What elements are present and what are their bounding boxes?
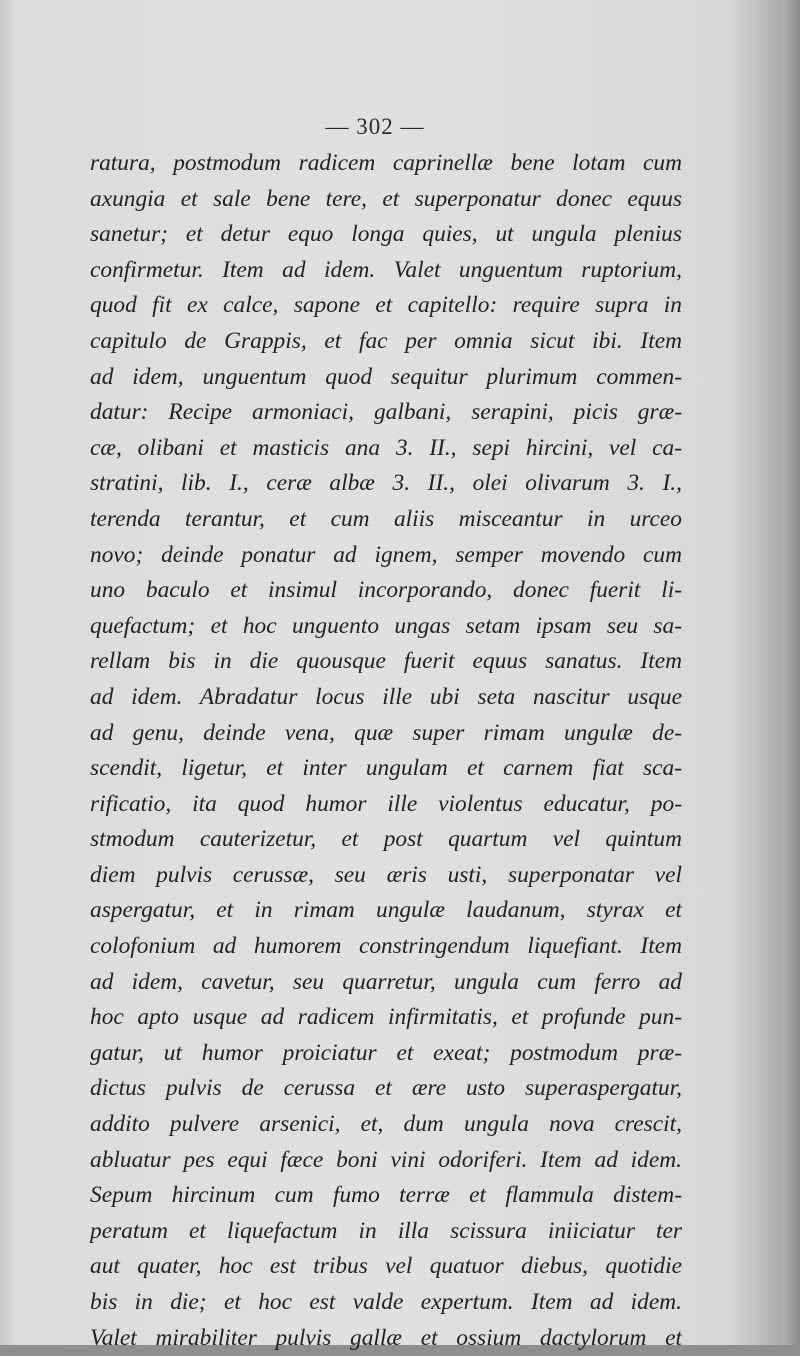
page-number: — 302 —	[325, 114, 425, 139]
text-line: cæ, olibani et masticis ana 3. II., sepi hircini, vel ca-	[90, 434, 682, 461]
text-line: colofonium ad humorem constringendum liquefiant. Item	[90, 933, 682, 960]
text-line: terenda terantur, et cum aliis misceantur in urceo	[90, 505, 682, 532]
page-edge-shadow	[782, 0, 800, 1345]
text-line: rificatio, ita quod humor ille violentus educatur, po-	[90, 790, 682, 817]
text-line: gatur, ut humor proiciatur et exeat; postmodum præ-	[90, 1039, 682, 1066]
text-line: Valet mirabiliter pulvis gallæ et ossium dactylorum et	[90, 1324, 682, 1351]
text-line: datur: Recipe armoniaci, galbani, serapini, picis græ-	[90, 399, 682, 426]
text-line: novo; deinde ponatur ad ignem, semper movendo cum	[90, 541, 682, 568]
text-line: quefactum; et hoc unguento ungas setam ipsam seu sa-	[90, 612, 682, 639]
text-line: capitulo de Grappis, et fac per omnia sicut ibi. Item	[90, 327, 682, 354]
text-line: ad idem. Abradatur locus ille ubi seta nascitur usque	[90, 683, 682, 710]
text-line: hoc apto usque ad radicem infirmitatis, et profunde pun-	[90, 1004, 682, 1031]
text-line: ad idem, cavetur, seu quarretur, ungula cum ferro ad	[90, 968, 682, 995]
text-line: addito pulvere arsenici, et, dum ungula nova crescit,	[90, 1111, 682, 1138]
text-line: diem pulvis cerussæ, seu æris usti, superponatar vel	[90, 861, 682, 888]
body-text	[90, 146, 682, 1356]
text-line: axungia et sale bene tere, et superponatur donec equus	[90, 185, 682, 212]
text-line: confirmetur. Item ad idem. Valet unguentum ruptorium,	[90, 256, 682, 283]
text-line: abluatur pes equi fæce boni vini odoriferi. Item ad idem.	[90, 1146, 682, 1173]
text-line: sanetur; et detur equo longa quies, ut ungula plenius	[90, 221, 682, 248]
text-line: dictus pulvis de cerussa et ære usto superaspergatur,	[90, 1075, 682, 1102]
text-line: peratum et liquefactum in illa scissura iniiciatur ter	[90, 1217, 682, 1244]
text-line: rellam bis in die quousque fuerit equus sanatus. Item	[90, 648, 682, 675]
text-line: scendit, ligetur, et inter ungulam et carnem fiat sca-	[90, 755, 682, 782]
text-line: ad genu, deinde vena, quæ super rimam ungulæ de-	[90, 719, 682, 746]
text-line: ratura, postmodum radicem caprinellæ bene lotam cum	[90, 150, 682, 176]
text-line: quod fit ex calce, sapone et capitello: require supra in	[90, 292, 682, 319]
text-line: stratini, lib. I., ceræ albæ 3. II., olei olivarum 3. I.,	[90, 470, 682, 497]
text-line: uno baculo et insimul incorporando, donec fuerit li-	[90, 577, 682, 604]
text-line: ad idem, unguentum quod sequitur plurimum commen-	[90, 363, 682, 390]
text-line: aut quater, hoc est tribus vel quatuor diebus, quotidie	[90, 1253, 682, 1280]
text-line: Sepum hircinum cum fumo terræ et flammula distem-	[90, 1182, 682, 1209]
text-line: aspergatur, et in rimam ungulæ laudanum, styrax et	[90, 897, 682, 924]
text-line: bis in die; et hoc est valde expertum. Item ad idem.	[90, 1289, 682, 1315]
text-line: stmodum cauterizetur, et post quartum vel quintum	[90, 826, 682, 853]
